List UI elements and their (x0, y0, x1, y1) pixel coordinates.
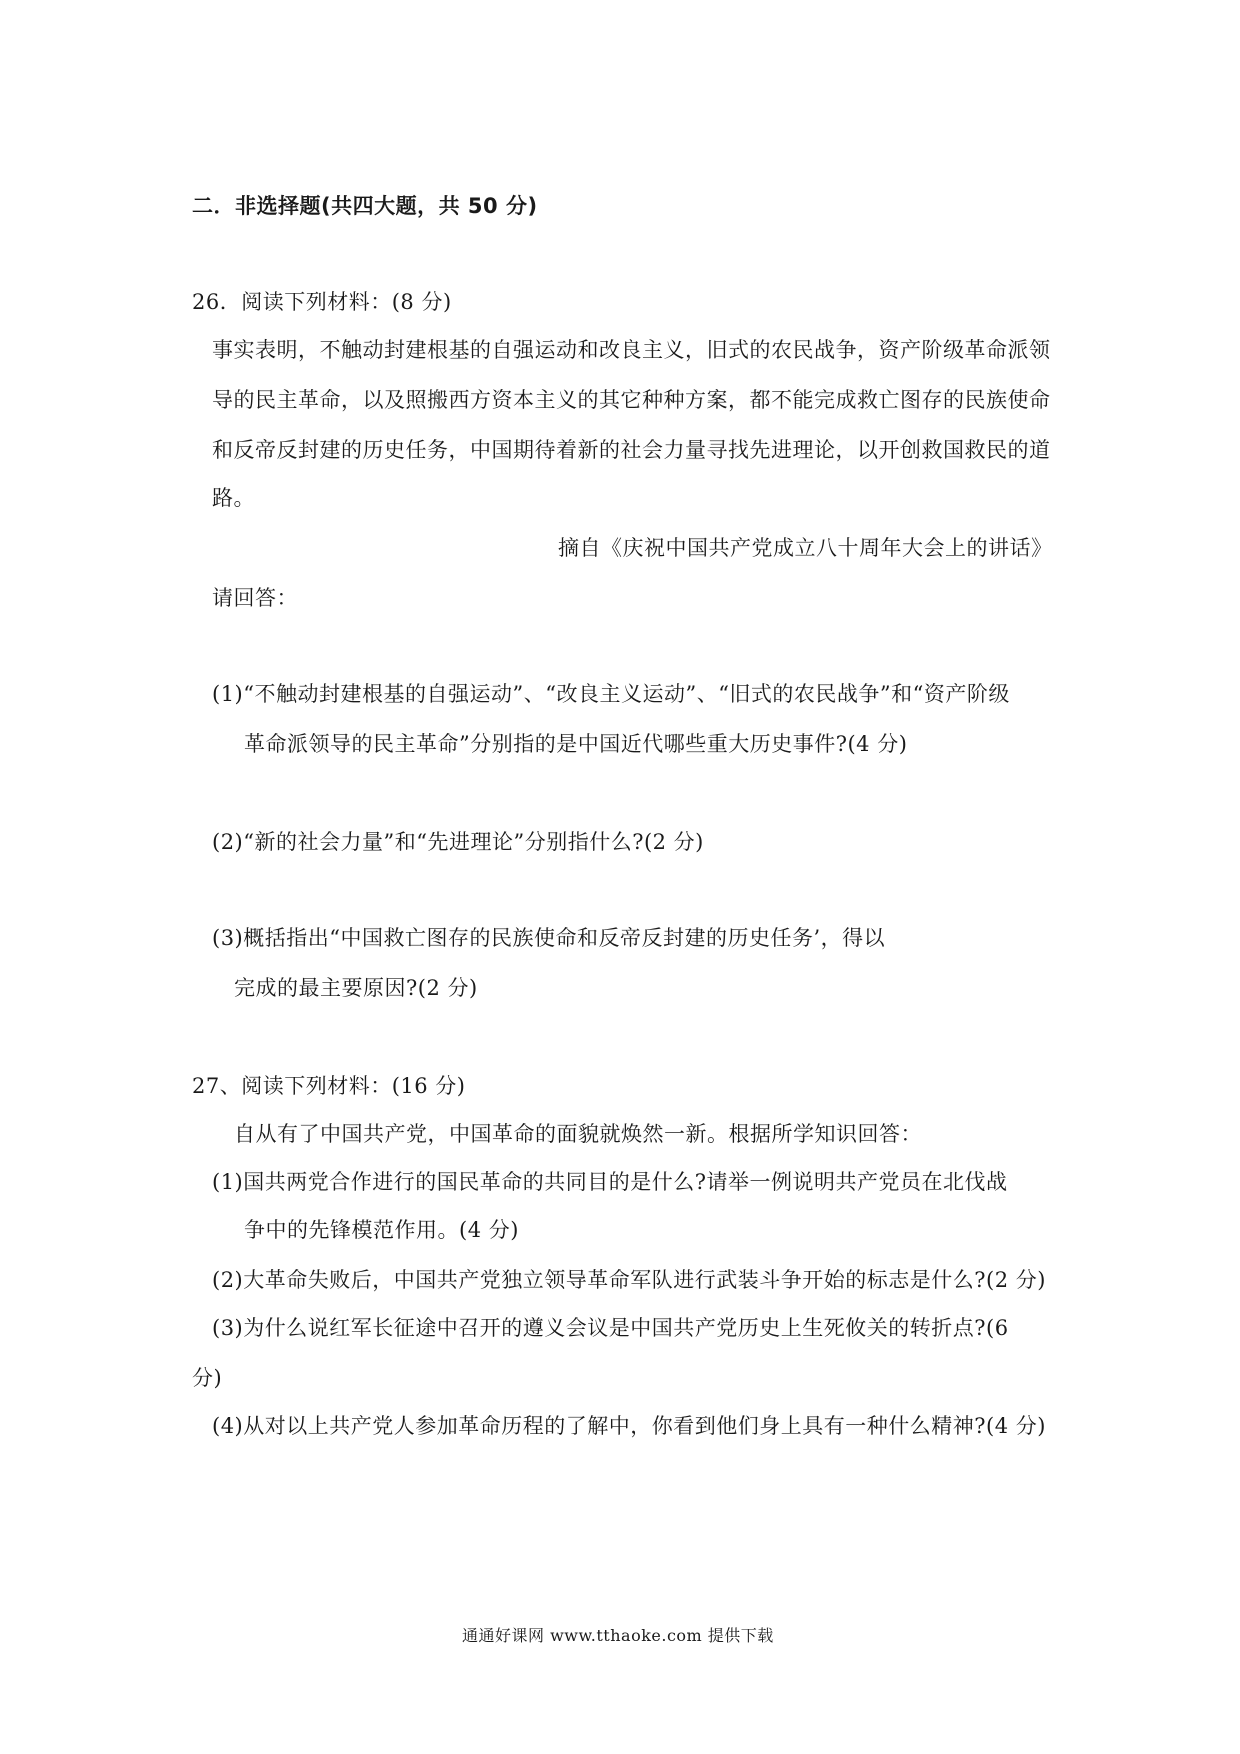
sub-question-line: (3)概括指出“中国救亡图存的民族使命和反帝反封建的历史任务’，得以 (212, 926, 886, 950)
page-footer: 通通好课网 www.tthaoke.com 提供下载 (462, 1626, 774, 1645)
material-line: 导的民主革命，以及照搬西方资本主义的其它种种方案，都不能完成救亡图存的民族使命 (212, 388, 1051, 412)
material-source: 摘自《庆祝中国共产党成立八十周年大会上的讲话》 (558, 536, 1053, 560)
sub-question-4: (4)从对以上共产党人参加革命历程的了解中，你看到他们身上具有一种什么精神?(4 分) (212, 1414, 1046, 1438)
sub-question-line: 分) (192, 1366, 223, 1390)
sub-question-line: 革命派领导的民主革命”分别指的是中国近代哪些重大历史事件?(4 分) (244, 732, 908, 756)
sub-question-line: (3)为什么说红军长征途中召开的遵义会议是中国共产党历史上生死攸关的转折点?(6 (212, 1316, 1009, 1340)
answer-prompt: 请回答： (212, 586, 298, 610)
question-title: 27、阅读下列材料：(16 分) (192, 1074, 466, 1098)
material-line: 事实表明，不触动封建根基的自强运动和改良主义，旧式的农民战争，资产阶级革命派领 (212, 338, 1051, 362)
sub-question-2: (2)大革命失败后，中国共产党独立领导革命军队进行武装斗争开始的标志是什么?(2 分) (212, 1268, 1046, 1292)
sub-question-line: (1)国共两党合作进行的国民革命的共同目的是什么?请举一例说明共产党员在北伐战 (212, 1170, 1008, 1194)
sub-question-line: (1)“不触动封建根基的自强运动”、“改良主义运动”、“旧式的农民战争”和“资产阶级 (212, 682, 1010, 706)
sub-question-2: (2)“新的社会力量”和“先进理论”分别指什么?(2 分) (212, 830, 704, 854)
question-title: 26．阅读下列材料：(8 分) (192, 290, 452, 314)
sub-question-line: 争中的先锋模范作用。(4 分) (244, 1218, 519, 1242)
sub-question-line: 完成的最主要原因?(2 分) (234, 976, 478, 1000)
material-text: 自从有了中国共产党，中国革命的面貌就焕然一新。根据所学知识回答： (234, 1122, 922, 1146)
section-title: 二．非选择题(共四大题，共 50 分) (192, 194, 538, 218)
material-line: 路。 (212, 486, 255, 510)
material-line: 和反帝反封建的历史任务，中国期待着新的社会力量寻找先进理论，以开创救国救民的道 (212, 438, 1051, 462)
